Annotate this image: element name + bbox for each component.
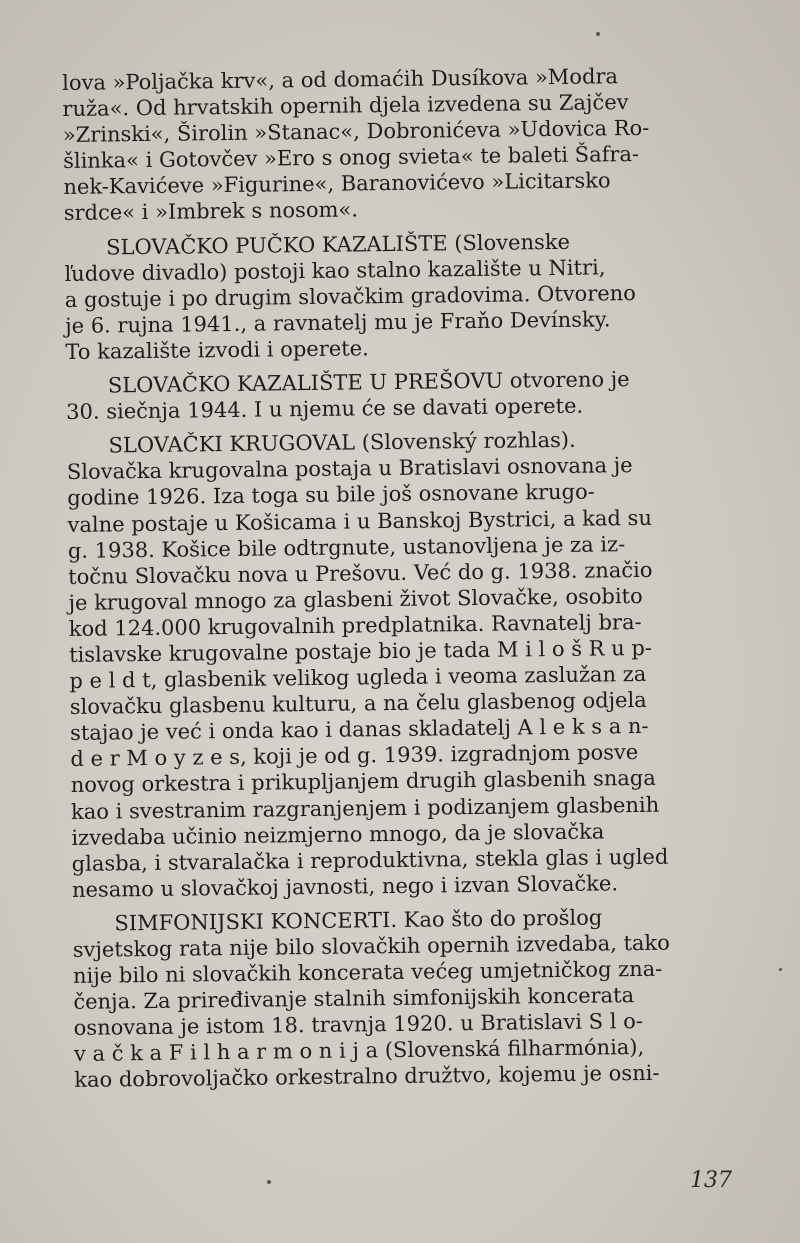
text-line: nesamo u slovačkoj javnosti, nego i izvan Slovačke.	[71, 871, 619, 902]
text-line: ruža«. Od hrvatskih opernih djela izvedena su Zajčev	[62, 90, 629, 122]
text-line: kao i svestranim razgranjenjem i podizanjem glasbenih	[70, 792, 660, 824]
text-line: valne postaje u Košicama i u Banskoj Bystrici, a kad su	[67, 505, 653, 537]
text-line: novog orkestra i prikupljanjem drugih glasbenih snaga	[70, 766, 656, 798]
text-line: glasba, i stvaralačka i reproduktivna, stekla glas i ugled	[71, 844, 669, 876]
text-line: tislavske krugovalne postaje bio je tada M i l o š R u p-	[68, 635, 653, 667]
text-line: šlinka« i Gotovčev »Ero s onog svieta« te baleti Šafra-	[62, 142, 640, 174]
text-line: lova »Poljačka krv«, a od domaćih Dusíkova »Modra	[62, 64, 619, 95]
paper-speck	[267, 1180, 271, 1184]
text-line: osnovana je istom 18. travnja 1920. u Bratislavi S l o-	[73, 1009, 644, 1041]
text-line: svjetskog rata nije bilo slovačkih opernih izvedaba, tako	[72, 930, 670, 962]
text-line: d e r M o y z e s, koji je od g. 1939. izgradnjom posve	[70, 740, 639, 772]
text-line: čenja. Za priređivanje stalnih simfonijskih koncerata	[73, 983, 635, 1015]
text-line: je krugoval mnogo za glasbeni život Slovačke, osobito	[68, 583, 643, 615]
section-heading-line: SLOVAČKO KAZALIŠTE U PREŠOVU otvoreno je	[107, 367, 630, 398]
body-text	[62, 62, 722, 1093]
text-line: je 6. rujna 1941., a ravnatelj mu je Fraňo Devínsky.	[64, 307, 611, 338]
text-line: kod 124.000 krugovalnih predplatnika. Ravnatelj bra-	[68, 609, 642, 641]
text-line: To kazalište izvodi i operete.	[65, 336, 369, 364]
page-number: 137	[690, 1168, 732, 1193]
text-line: točnu Slovačku nova u Prešovu. Već do g. 1938. značio	[68, 557, 653, 589]
text-line: slovačku glasbenu kulturu, a na čelu glasbenog odjela	[69, 688, 647, 720]
paper-speck	[779, 968, 782, 971]
text-line: godine 1926. Iza toga su bile još osnovane krugo-	[67, 479, 595, 511]
text-line: v a č k a F i l h a r m o n i j a (Slovenská filharmónia),	[73, 1035, 645, 1067]
text-line: srdce« i »Imbrek s nosom«.	[63, 197, 359, 226]
text-line: g. 1938. Košice bile odtrgnute, ustanovljena je za iz-	[67, 531, 626, 563]
section-heading-line: SLOVAČKO PUČKO KAZALIŠTE (Slovenske	[106, 229, 571, 260]
section-heading-line: SIMFONIJSKI KONCERTI. Kao što do prošlog	[114, 905, 603, 936]
text-line: stajao je već i onda kao i danas skladatelj A l e k s a n-	[69, 714, 649, 746]
text-line: izvedaba učinio neizmjerno mnogo, da je slovačka	[71, 819, 605, 850]
text-line: a gostuje i po drugim slovačkim gradovima. Otvoreno	[64, 280, 637, 312]
text-line: 30. siečnja 1944. I u njemu će se davati operete.	[66, 393, 584, 425]
text-line: Slovačka krugovalna postaja u Bratislavi osnovana je	[66, 453, 633, 485]
text-line: nek-Kavićeve »Figurine«, Baranovićevo »Licitarsko	[63, 168, 611, 200]
section-heading-line: SLOVAČKI KRUGOVAL (Slovenský rozhlas).	[108, 427, 576, 458]
paper-speck	[596, 32, 600, 36]
text-line: ľudove divadlo) postoji kao stalno kazalište u Nitri,	[64, 255, 606, 286]
text-line: »Zrinski«, Širolin »Stanac«, Dobronićeva »Udovica Ro-	[62, 116, 650, 148]
text-line: kao dobrovoljačko orkestralno družtvo, kojemu je osni-	[74, 1061, 660, 1093]
text-line: nije bilo ni slovačkih koncerata većeg umjetničkog zna-	[72, 956, 663, 989]
text-line: p e l d t, glasbenik velikog ugleda i veoma zaslužan za	[69, 661, 647, 694]
